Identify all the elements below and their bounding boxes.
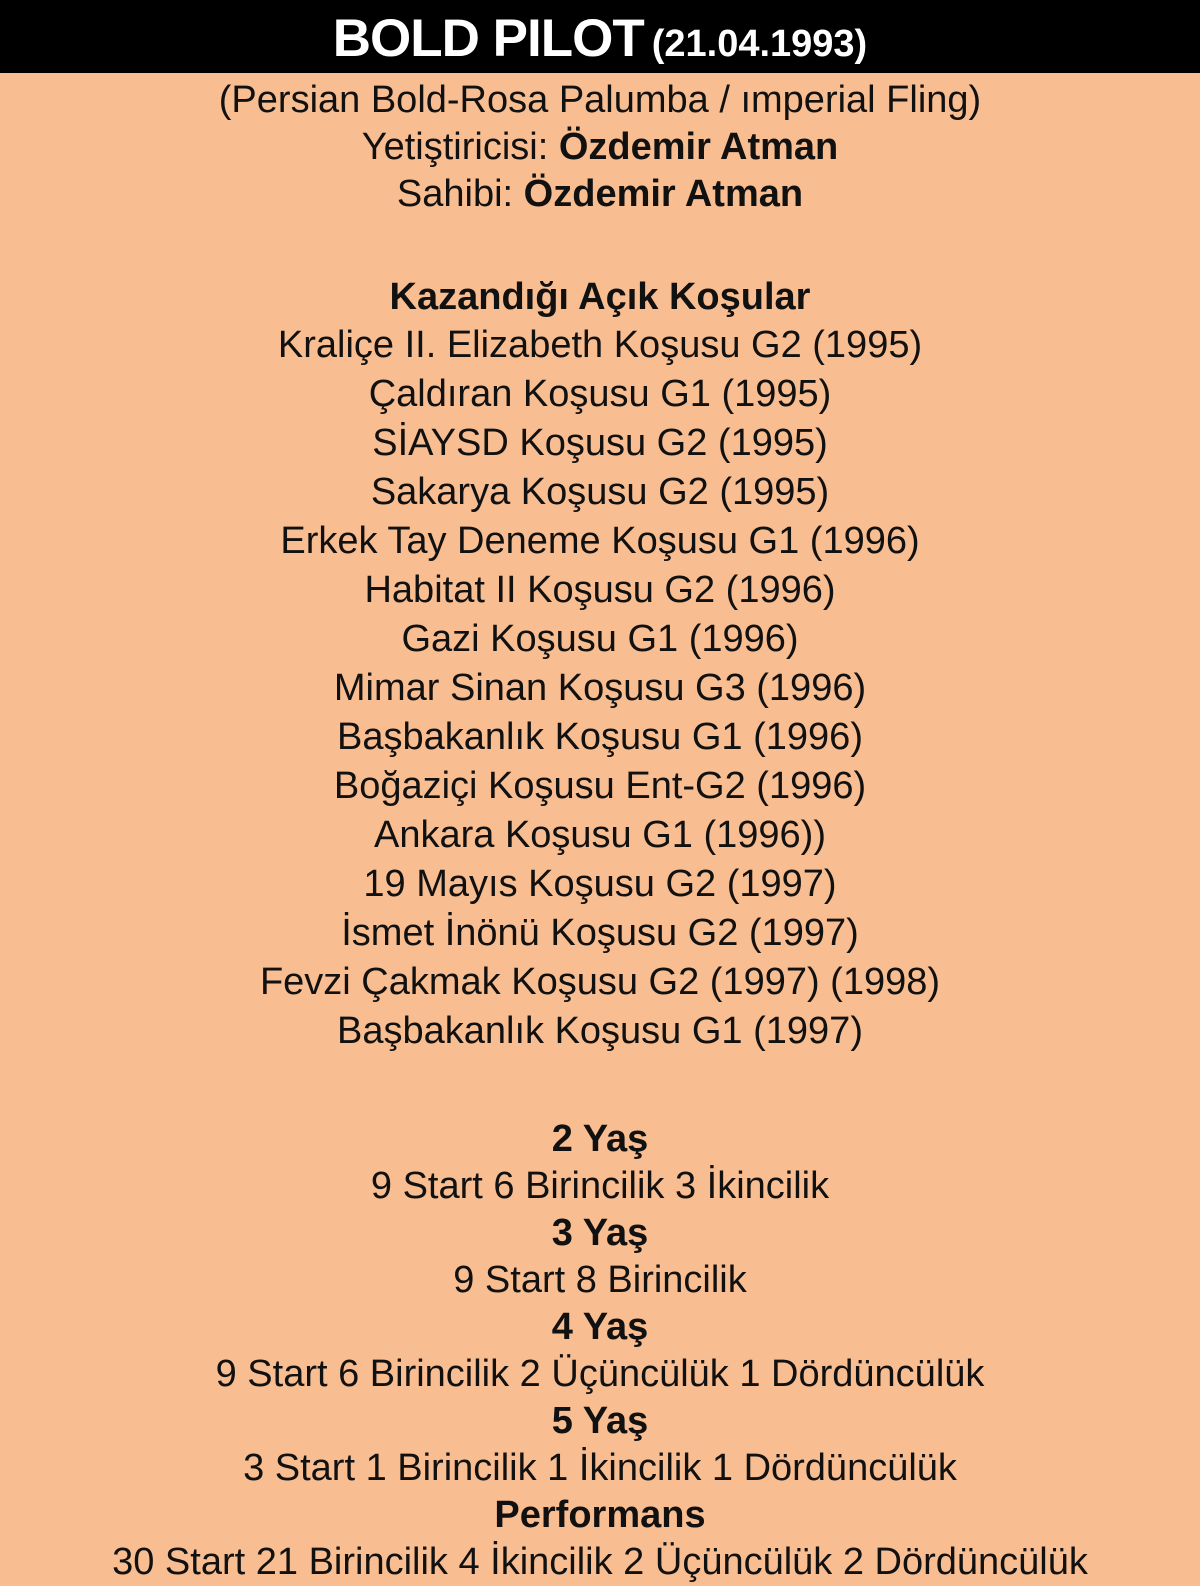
age-record: 3 Start 1 Birincilik 1 İkincilik 1 Dördüncülük [243, 1447, 957, 1489]
age-record: 9 Start 8 Birincilik [453, 1259, 747, 1301]
race-item: Fevzi Çakmak Koşusu G2 (1997) (1998) [259, 961, 941, 1003]
race-item: Habitat II Koşusu G2 (1996) [364, 569, 836, 611]
race-item: Başbakanlık Koşusu G1 (1997) [337, 1010, 863, 1052]
races-heading: Kazandığı Açık Koşular [389, 276, 811, 318]
spacer [0, 1056, 1200, 1116]
breeder-value: Özdemir Atman [558, 126, 839, 168]
race-item: Mimar Sinan Koşusu G3 (1996) [333, 667, 867, 709]
race-item: SİAYSD Koşusu G2 (1995) [372, 422, 828, 464]
age-record: 9 Start 6 Birincilik 3 İkincilik [370, 1165, 830, 1207]
title-bar [0, 0, 1200, 73]
breeder-line [0, 124, 1200, 171]
age-label: 5 Yaş [551, 1400, 649, 1442]
breeder-label: Yetiştiricisi: [361, 126, 549, 168]
race-item: Erkek Tay Deneme Koşusu G1 (1996) [280, 520, 920, 562]
race-item: Başbakanlık Koşusu G1 (1996) [337, 716, 863, 758]
performance-record: 30 Start 21 Birincilik 4 İkincilik 2 Üçüncülük 2 Dördüncülük [112, 1541, 1088, 1583]
pedigree: (Persian Bold-Rosa Palumba / ımperial Fling) [218, 79, 982, 121]
race-item: Boğaziçi Koşusu Ent-G2 (1996) [333, 765, 867, 807]
race-item: Kraliçe II. Elizabeth Koşusu G2 (1995) [277, 324, 923, 366]
birth-date: (21.04.1993) [651, 23, 868, 65]
age-label: 2 Yaş [551, 1118, 649, 1160]
performance-label: Performans [494, 1494, 706, 1536]
owner-value: Özdemir Atman [523, 173, 804, 215]
age-record: 9 Start 6 Birincilik 2 Üçüncülük 1 Dördüncülük [215, 1353, 985, 1395]
horse-name: BOLD PILOT [332, 9, 644, 68]
age-label: 3 Yaş [551, 1212, 649, 1254]
age-label: 4 Yaş [551, 1306, 649, 1348]
race-item: Çaldıran Koşusu G1 (1995) [368, 373, 832, 415]
owner-label: Sahibi: [396, 173, 514, 215]
horse-info [0, 77, 1200, 1586]
owner-line [0, 171, 1200, 218]
race-item: Gazi Koşusu G1 (1996) [401, 618, 799, 660]
race-item: Sakarya Koşusu G2 (1995) [370, 471, 830, 513]
race-item: 19 Mayıs Koşusu G2 (1997) [363, 863, 837, 905]
spacer [0, 218, 1200, 274]
race-item: İsmet İnönü Koşusu G2 (1997) [341, 912, 859, 954]
race-item: Ankara Koşusu G1 (1996)) [373, 814, 826, 856]
